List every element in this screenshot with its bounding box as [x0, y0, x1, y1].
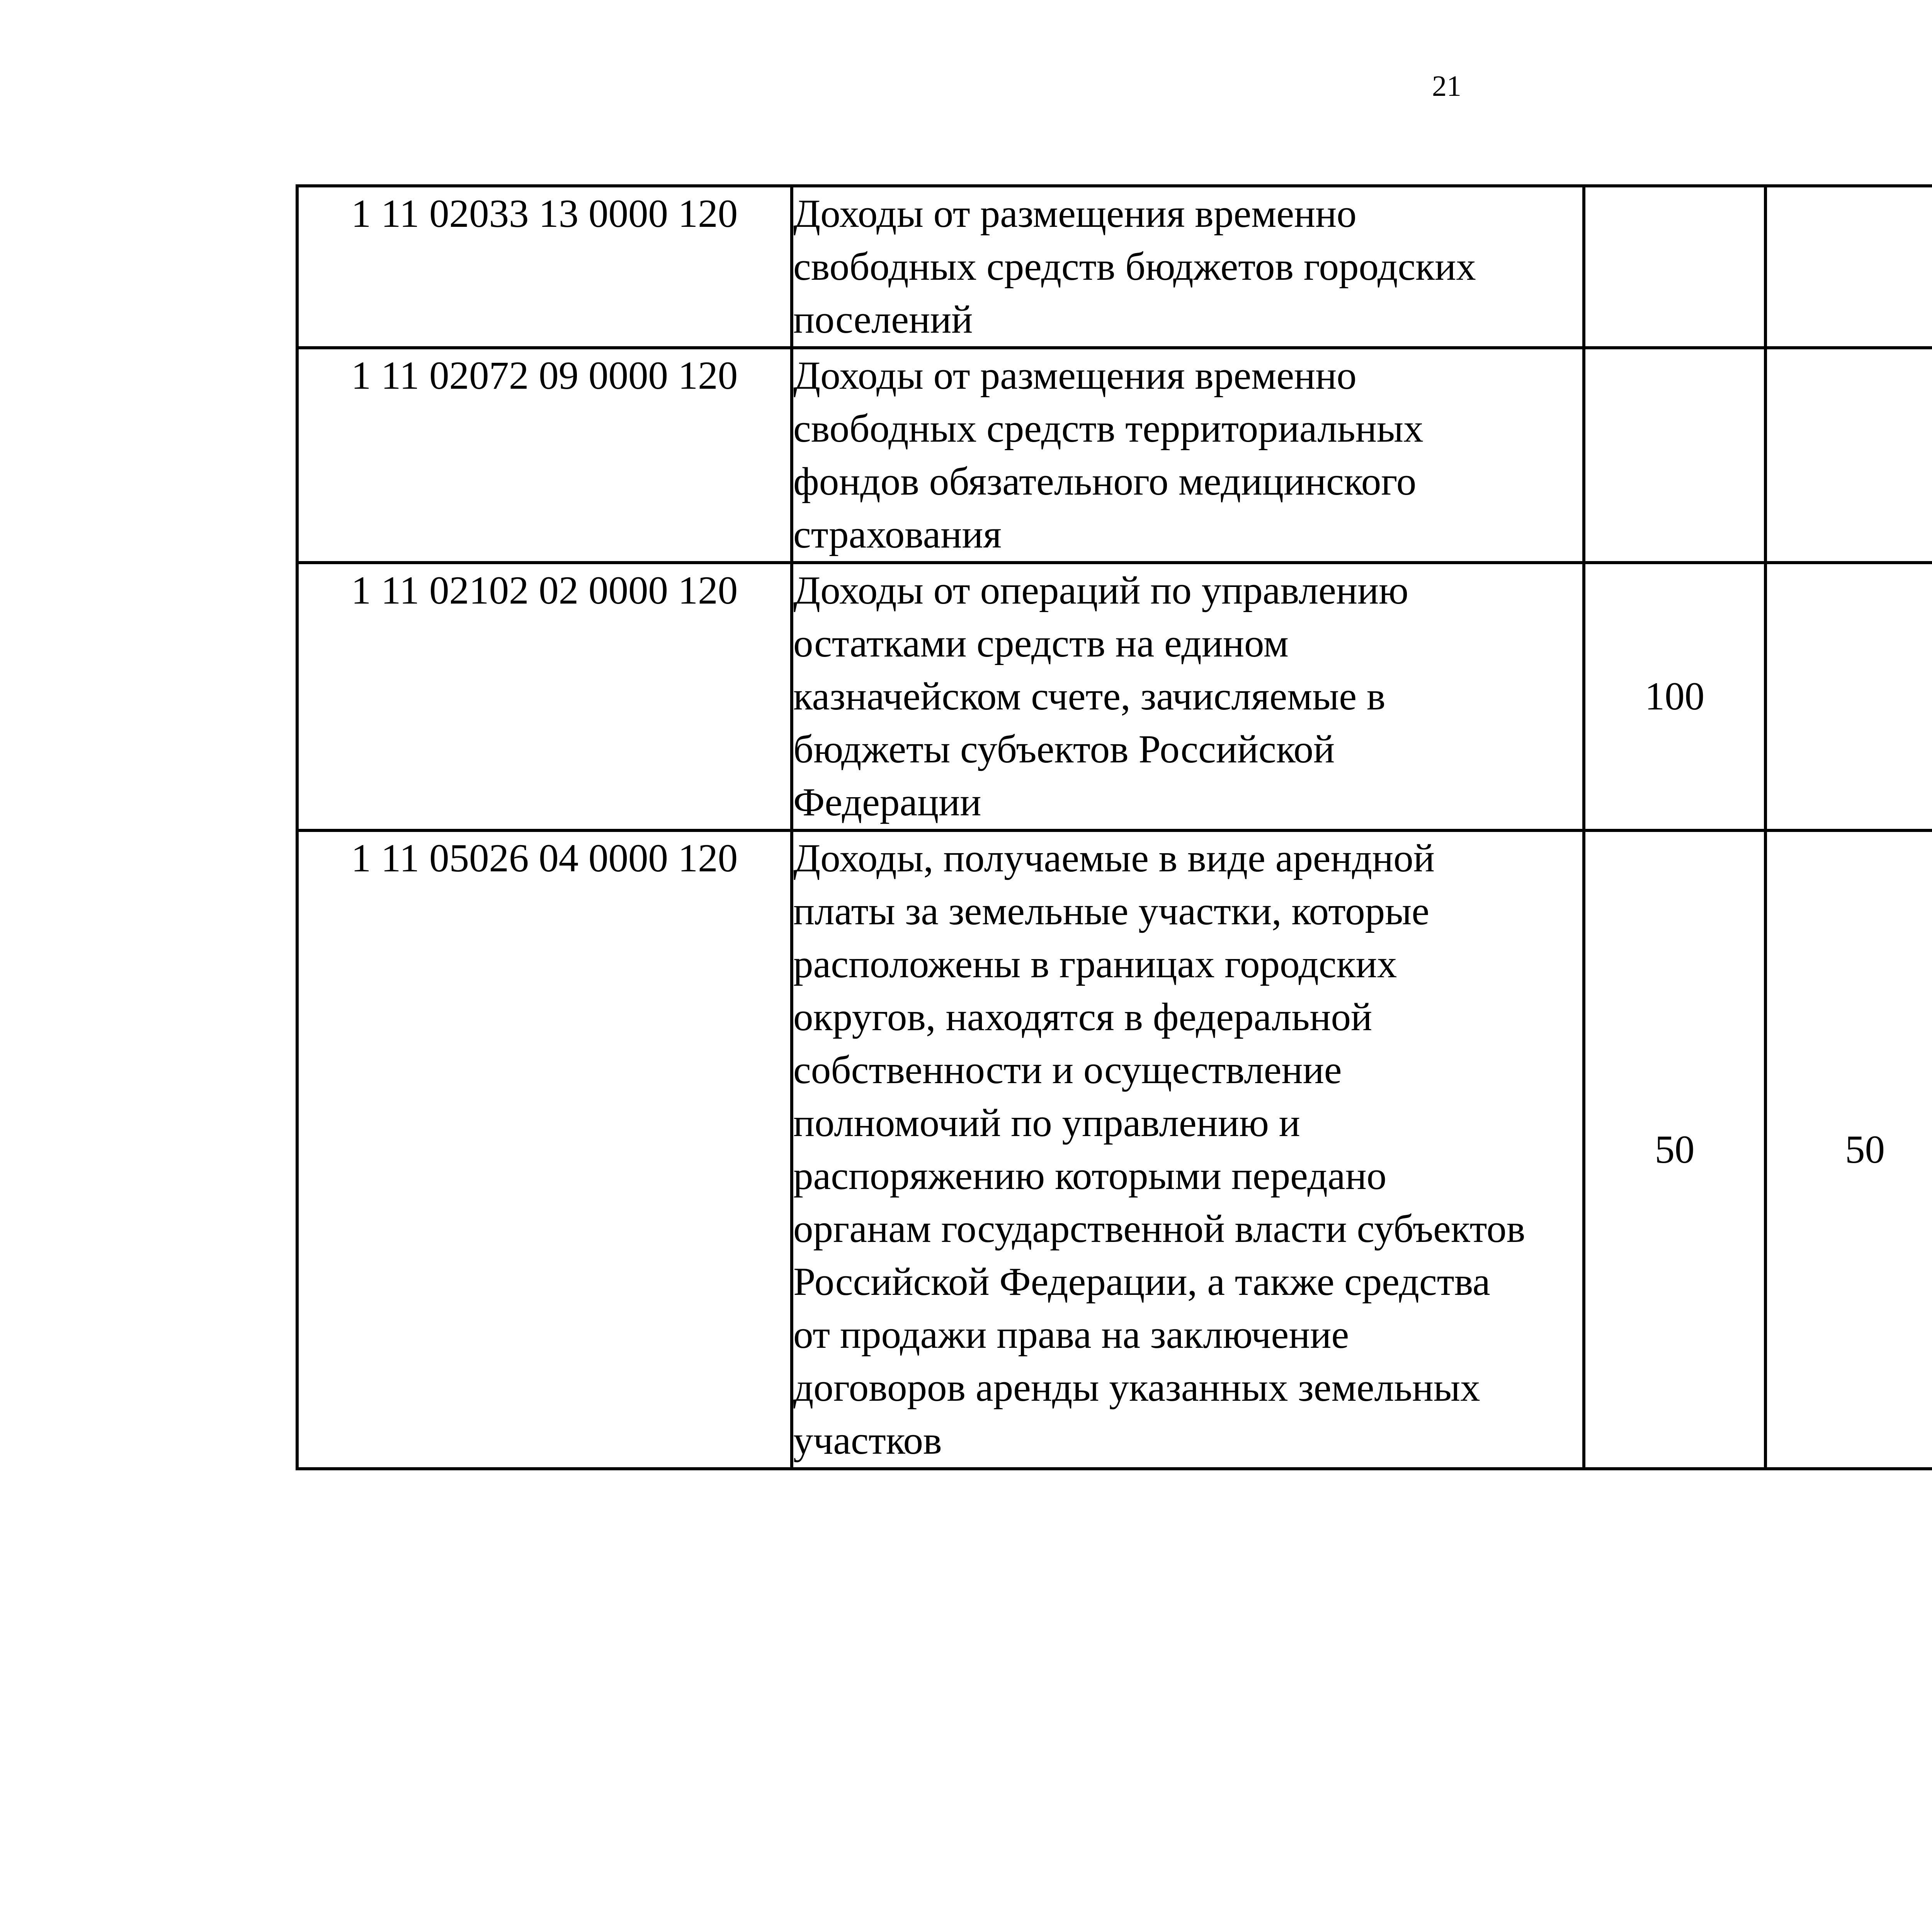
revenue-description — [792, 348, 1584, 563]
description-line: Российской Федерации, а также средства — [793, 1260, 1490, 1304]
value-cell-col2 — [1765, 348, 1932, 563]
description-line: фондов обязательного медицинского — [793, 459, 1417, 503]
description-line: распоряжению которыми передано — [793, 1154, 1387, 1198]
table-row — [297, 830, 1932, 1469]
table-row — [297, 348, 1932, 563]
description-line: договоров аренды указанных земельных — [793, 1366, 1480, 1410]
page-number: 21 — [1432, 70, 1461, 102]
description-line: свободных средств бюджетов городских — [793, 245, 1476, 289]
description-line: Доходы от операций по управлению — [793, 568, 1409, 612]
table-row — [297, 563, 1932, 830]
description-line: расположены в границах городских — [793, 942, 1397, 986]
value-cell-col2 — [1765, 186, 1932, 348]
table-row — [297, 186, 1932, 348]
description-line: округов, находятся в федеральной — [793, 995, 1372, 1039]
description-line: Федерации — [793, 780, 981, 824]
description-line: поселений — [793, 298, 973, 342]
value-cell-col2 — [1765, 563, 1932, 830]
description-line: страхования — [793, 512, 1002, 556]
description-line: органам государственной власти субъектов — [793, 1207, 1526, 1251]
description-line: Доходы от размещения временно — [793, 192, 1357, 236]
description-line: полномочий по управлению и — [793, 1101, 1300, 1145]
value-cell-col2: 50 — [1765, 830, 1932, 1469]
classification-code: 1 11 05026 04 0000 120 — [297, 830, 792, 1469]
revenue-description — [792, 563, 1584, 830]
revenue-table — [296, 184, 1932, 1470]
description-line: казначейском счете, зачисляемые в — [793, 674, 1386, 718]
revenue-description — [792, 186, 1584, 348]
description-line: собственности и осуществление — [793, 1048, 1342, 1092]
value-cell-col1: 50 — [1584, 830, 1765, 1469]
revenue-description — [792, 830, 1584, 1469]
value-cell-col1: 100 — [1584, 563, 1765, 830]
description-line: платы за земельные участки, которые — [793, 889, 1430, 933]
description-line: Доходы от размещения временно — [793, 354, 1357, 398]
description-line: от продажи права на заключение — [793, 1313, 1349, 1357]
description-line: Доходы, получаемые в виде арендной — [793, 836, 1435, 880]
description-line: свободных средств территориальных — [793, 407, 1423, 451]
description-line: бюджеты субъектов Российской — [793, 727, 1335, 771]
classification-code: 1 11 02072 09 0000 120 — [297, 348, 792, 563]
description-line: участков — [793, 1419, 942, 1463]
value-cell-col1 — [1584, 186, 1765, 348]
value-cell-col1 — [1584, 348, 1765, 563]
classification-code: 1 11 02102 02 0000 120 — [297, 563, 792, 830]
description-line: остатками средств на едином — [793, 621, 1289, 665]
classification-code: 1 11 02033 13 0000 120 — [297, 186, 792, 348]
